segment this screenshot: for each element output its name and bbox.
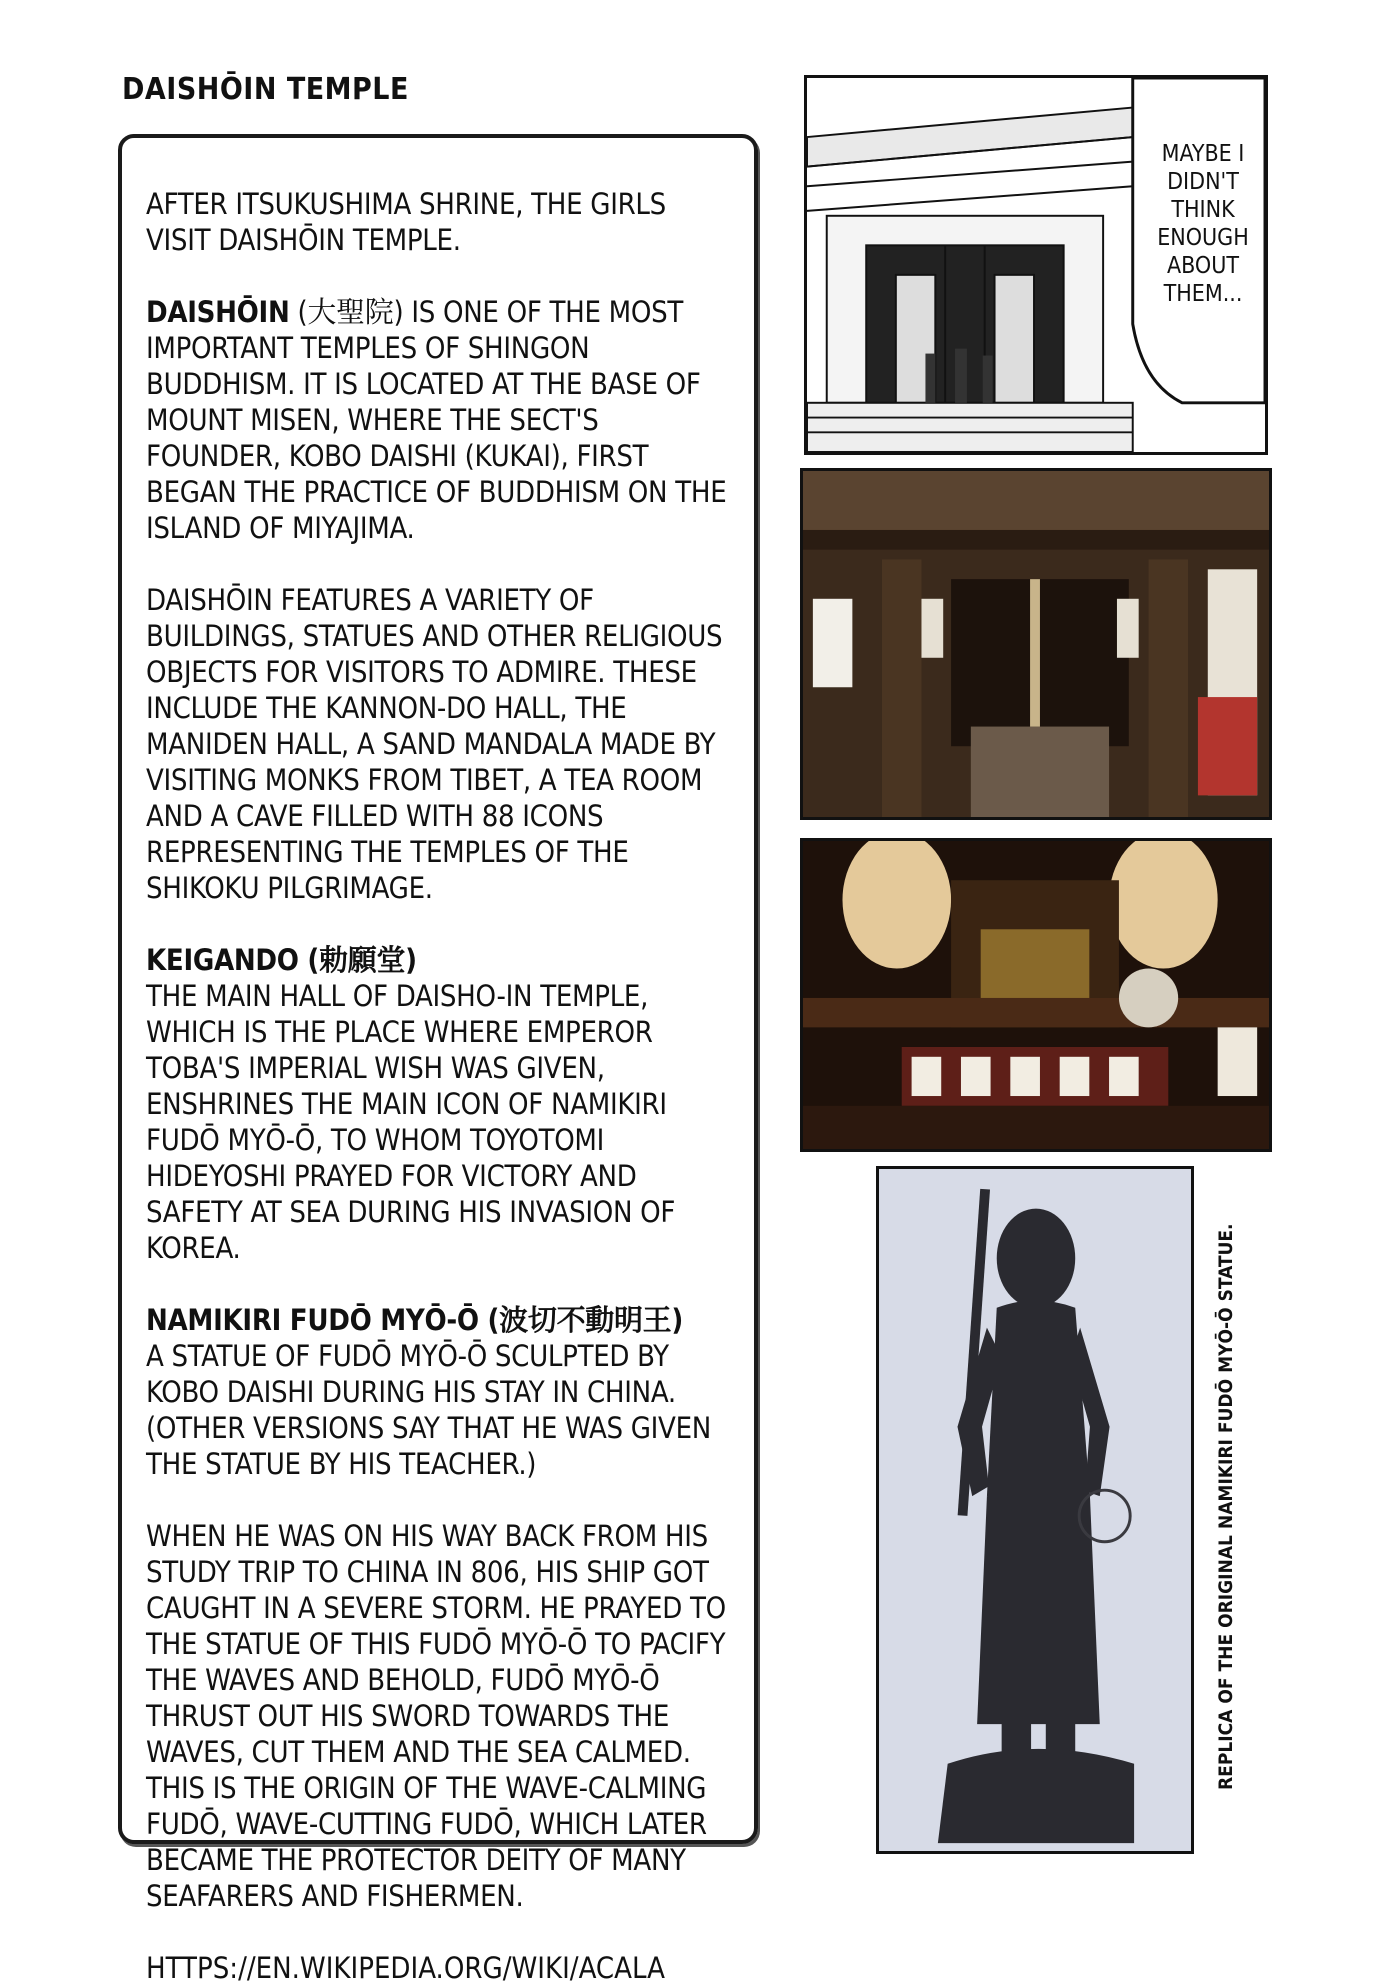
main-hall-interior-photo (800, 838, 1272, 1152)
legend-paragraph: WHEN HE WAS ON HIS WAY BACK FROM HIS STUDY TRIP TO CHINA IN 806, HIS SHIP GOT CAUGHT IN A SEVERE STORM. HE PRAYED TO THE STATUE OF THIS FUDŌ MYŌ-Ō TO PACIFY THE WAVES AND BEHOLD, FUDŌ MYŌ-Ō THRUST OUT HIS SWORD TOWARDS THE WAVES, CUT THEM AND THE SEA CALMED. THIS IS THE ORIGIN OF THE WAVE-CALMING FUDŌ, WAVE-CUTTING FUDŌ, WHICH LATER BECAME THE PROTECTOR DEITY OF MANY SEAFARERS AND FISHERMEN. (146, 1519, 726, 1913)
daishoin-body: IS ONE OF THE MOST IMPORTANT TEMPLES OF SHINGON BUDDHISM. IT IS LOCATED AT THE BASE OF MOUNT MISEN, WHERE THE SECT'S FOUNDER, KOBO DAISHI (KUKAI), FIRST BEGAN THE PRACTICE OF BUDDHISM ON THE ISLAND OF MIYAJIMA. (146, 295, 727, 545)
keigando-term: KEIGANDO (146, 943, 299, 977)
info-text-box (118, 134, 758, 1985)
page-title: DAISHŌIN TEMPLE (122, 72, 409, 107)
wikipedia-link[interactable]: HTTPS://EN.WIKIPEDIA.ORG/WIKI/ACALA (146, 1951, 666, 1985)
fudo-statue-photo (876, 1166, 1194, 1854)
keigando-paragraph (146, 942, 728, 1266)
fudo-statue-image (879, 1169, 1191, 1851)
speech-bubble-text: MAYBE I DIDN'T THINK ENOUGH ABOUT THEM... (1157, 141, 1249, 307)
main-hall-interior-image (803, 841, 1269, 1149)
features-paragraph: DAISHŌIN FEATURES A VARIETY OF BUILDINGS, STATUES AND OTHER RELIGIOUS OBJECTS FOR VISITORS TO ADMIRE. THESE INCLUDE THE KANNON-DO HALL, THE MANIDEN HALL, A SAND MANDALA MADE BY VISITING MONKS FROM TIBET, A TEA ROOM AND A CAVE FILLED WITH 88 ICONS REPRESENTING THE TEMPLES OF THE SHIKOKU PILGRIMAGE. (146, 583, 723, 905)
temple-exterior-photo (800, 468, 1272, 820)
namikiri-term: NAMIKIRI FUDŌ MYŌ-Ō (146, 1303, 479, 1337)
keigando-body: THE MAIN HALL OF DAISHO-IN TEMPLE, WHICH IS THE PLACE WHERE EMPEROR TOBA'S IMPERIAL WISH WAS GIVEN, ENSHRINES THE MAIN ICON OF NAMIKIRI FUDŌ MYŌ-Ō, TO WHOM TOYOTOMI HIDEYOSHI PRAYED FOR VICTORY AND SAFETY AT SEA DURING HIS INVASION OF KOREA. (146, 979, 676, 1265)
daishoin-term: DAISHŌIN (146, 295, 290, 329)
daishoin-paragraph (146, 294, 728, 546)
temple-exterior-image (803, 471, 1269, 817)
namikiri-body: A STATUE OF FUDŌ MYŌ-Ō SCULPTED BY KOBO DAISHI DURING HIS STAY IN CHINA. (OTHER VERSIONS SAY THAT HE WAS GIVEN THE STATUE BY HIS TEACHER.) (146, 1339, 711, 1481)
intro-paragraph: AFTER ITSUKUSHIMA SHRINE, THE GIRLS VISIT DAISHŌIN TEMPLE. (146, 187, 666, 257)
daishoin-kanji: (大聖院) (297, 295, 404, 329)
keigando-kanji: (勅願堂) (307, 943, 417, 977)
namikiri-kanji: (波切不動明王) (487, 1303, 683, 1337)
statue-caption: REPLICA OF THE ORIGINAL NAMIKIRI FUDŌ MYŌ-Ō STATUE. (1215, 1223, 1237, 1790)
namikiri-paragraph (146, 1302, 728, 1482)
